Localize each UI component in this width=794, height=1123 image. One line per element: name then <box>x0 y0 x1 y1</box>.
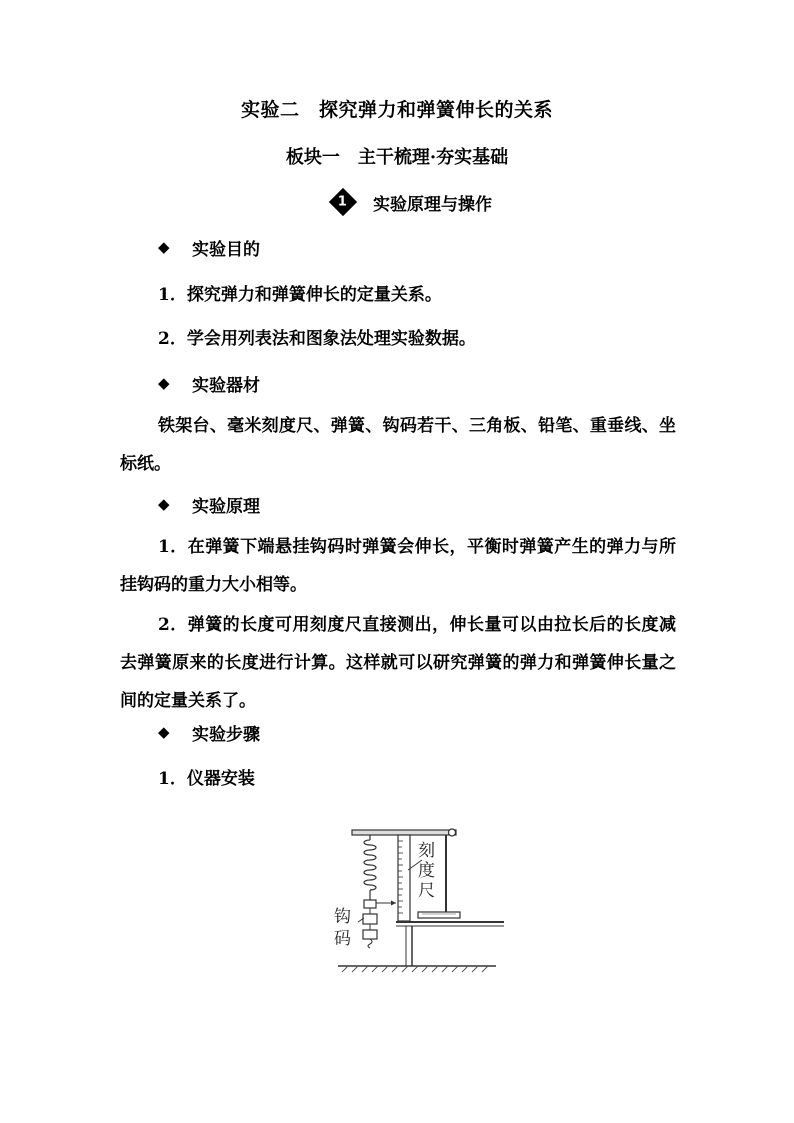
purpose-heading-label: 实验目的 <box>192 239 260 260</box>
equipment-heading <box>158 370 260 396</box>
diamond-bullet-icon: ◆ <box>158 374 170 392</box>
principle-item-2: 2．弹簧的长度可用刻度尺直接测出，伸长量可以由拉长后的长度减去弹簧原来的长度进行计算。这样就可以研究弹簧的弹力和弹簧伸长量之间的定量关系了。 <box>120 615 676 711</box>
ruler-label-2: 度 <box>418 861 435 881</box>
principle-heading-label: 实验原理 <box>192 496 260 517</box>
diamond-bullet-icon: ◆ <box>158 723 170 741</box>
top-bar <box>352 830 456 835</box>
purpose-item-1: 1．探究弹力和弹簧伸长的定量关系。 <box>158 285 442 305</box>
weight-middle <box>363 914 377 924</box>
section-label: 实验原理与操作 <box>373 194 492 215</box>
equipment-text: 铁架台、毫米刻度尺、弹簧、钩码若干、三角板、铅笔、重垂线、坐标纸。 <box>120 416 676 474</box>
section-heading <box>331 188 492 216</box>
equipment-heading-label: 实验器材 <box>192 375 260 396</box>
page-title: 实验二 探究弹力和弹簧伸长的关系 <box>240 99 553 121</box>
ruler <box>398 835 410 921</box>
weight-label-1: 钩 <box>334 907 351 927</box>
diamond-bullet-icon: ◆ <box>158 495 170 513</box>
spring-coil <box>364 840 376 890</box>
weight-top <box>364 900 376 908</box>
steps-heading <box>158 719 260 745</box>
apparatus-diagram <box>330 826 504 976</box>
purpose-heading <box>158 234 260 260</box>
weight-label-2: 码 <box>334 929 351 949</box>
weight-bottom <box>363 930 377 939</box>
purpose-item-2: 2．学会用列表法和图象法处理实验数据。 <box>158 329 476 349</box>
section-number: 1 <box>338 194 348 210</box>
step-item-1: 1．仪器安装 <box>158 769 255 789</box>
ruler-label-3: 尺 <box>418 881 435 901</box>
diamond-bullet-icon: ◆ <box>158 238 170 256</box>
clamp-knob <box>449 829 456 836</box>
principle-item-1: 1．在弹簧下端悬挂钩码时弹簧会伸长，平衡时弹簧产生的弹力与所挂钩码的重力大小相等。 <box>120 537 676 595</box>
principle-heading <box>158 491 260 517</box>
page-subtitle: 板块一 主干梳理·夯实基础 <box>285 147 509 168</box>
stand-base <box>418 912 460 918</box>
steps-heading-label: 实验步骤 <box>192 724 260 745</box>
apparatus-figure <box>330 826 504 976</box>
ruler-label-1: 刻 <box>418 841 435 861</box>
numbered-diamond-icon <box>329 188 357 216</box>
